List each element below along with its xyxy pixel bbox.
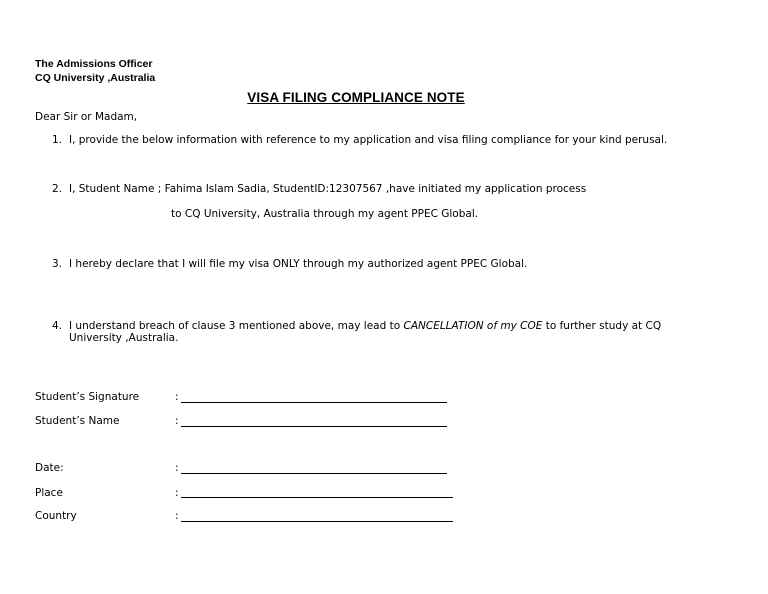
- item-3-number: 3.: [51, 258, 62, 270]
- item-2-number: 2.: [51, 183, 62, 195]
- item-4-continuation: University ,Australia.: [69, 332, 179, 344]
- field-label-date: Date:: [35, 462, 64, 474]
- item-4-text: [69, 320, 661, 332]
- item-1-text: I, provide the below information with reference to my application and visa filing compliance for your kind perusal.: [69, 134, 668, 146]
- item-4-emphasis: CANCELLATION of my COE: [403, 320, 543, 332]
- item-1-number: 1.: [51, 134, 62, 146]
- field-label-name: Student’s Name: [35, 415, 120, 427]
- recipient-line-1: The Admissions Officer: [35, 58, 153, 70]
- item-2-text: I, Student Name ; Fahima Islam Sadia, StudentID:12307567 ,have initiated my application process: [69, 183, 587, 195]
- date-line: [181, 473, 447, 474]
- document-title: VISA FILING COMPLIANCE NOTE: [247, 90, 465, 105]
- item-4-text-before: I understand breach of clause 3 mentioned above, may lead to: [69, 320, 404, 332]
- item-3-text: I hereby declare that I will file my visa ONLY through my authorized agent PPEC Global.: [69, 258, 528, 270]
- field-label-place: Place: [35, 487, 63, 499]
- place-line: [181, 497, 453, 498]
- item-4-number: 4.: [51, 320, 62, 332]
- country-line: [181, 521, 453, 522]
- field-colon-date: :: [175, 462, 179, 474]
- field-colon-name: :: [175, 415, 179, 427]
- item-2-continuation: to CQ University, Australia through my agent PPEC Global.: [171, 208, 479, 220]
- item-4-text-after: to further study at CQ: [542, 320, 662, 332]
- field-colon-signature: :: [175, 391, 179, 403]
- field-colon-country: :: [175, 510, 179, 522]
- field-label-signature: Student’s Signature: [35, 391, 140, 403]
- field-colon-place: :: [175, 487, 179, 499]
- field-label-country: Country: [35, 510, 77, 522]
- recipient-line-2: CQ University ,Australia: [35, 72, 156, 84]
- salutation: Dear Sir or Madam,: [35, 111, 138, 123]
- name-line: [181, 426, 447, 427]
- signature-line: [181, 402, 447, 403]
